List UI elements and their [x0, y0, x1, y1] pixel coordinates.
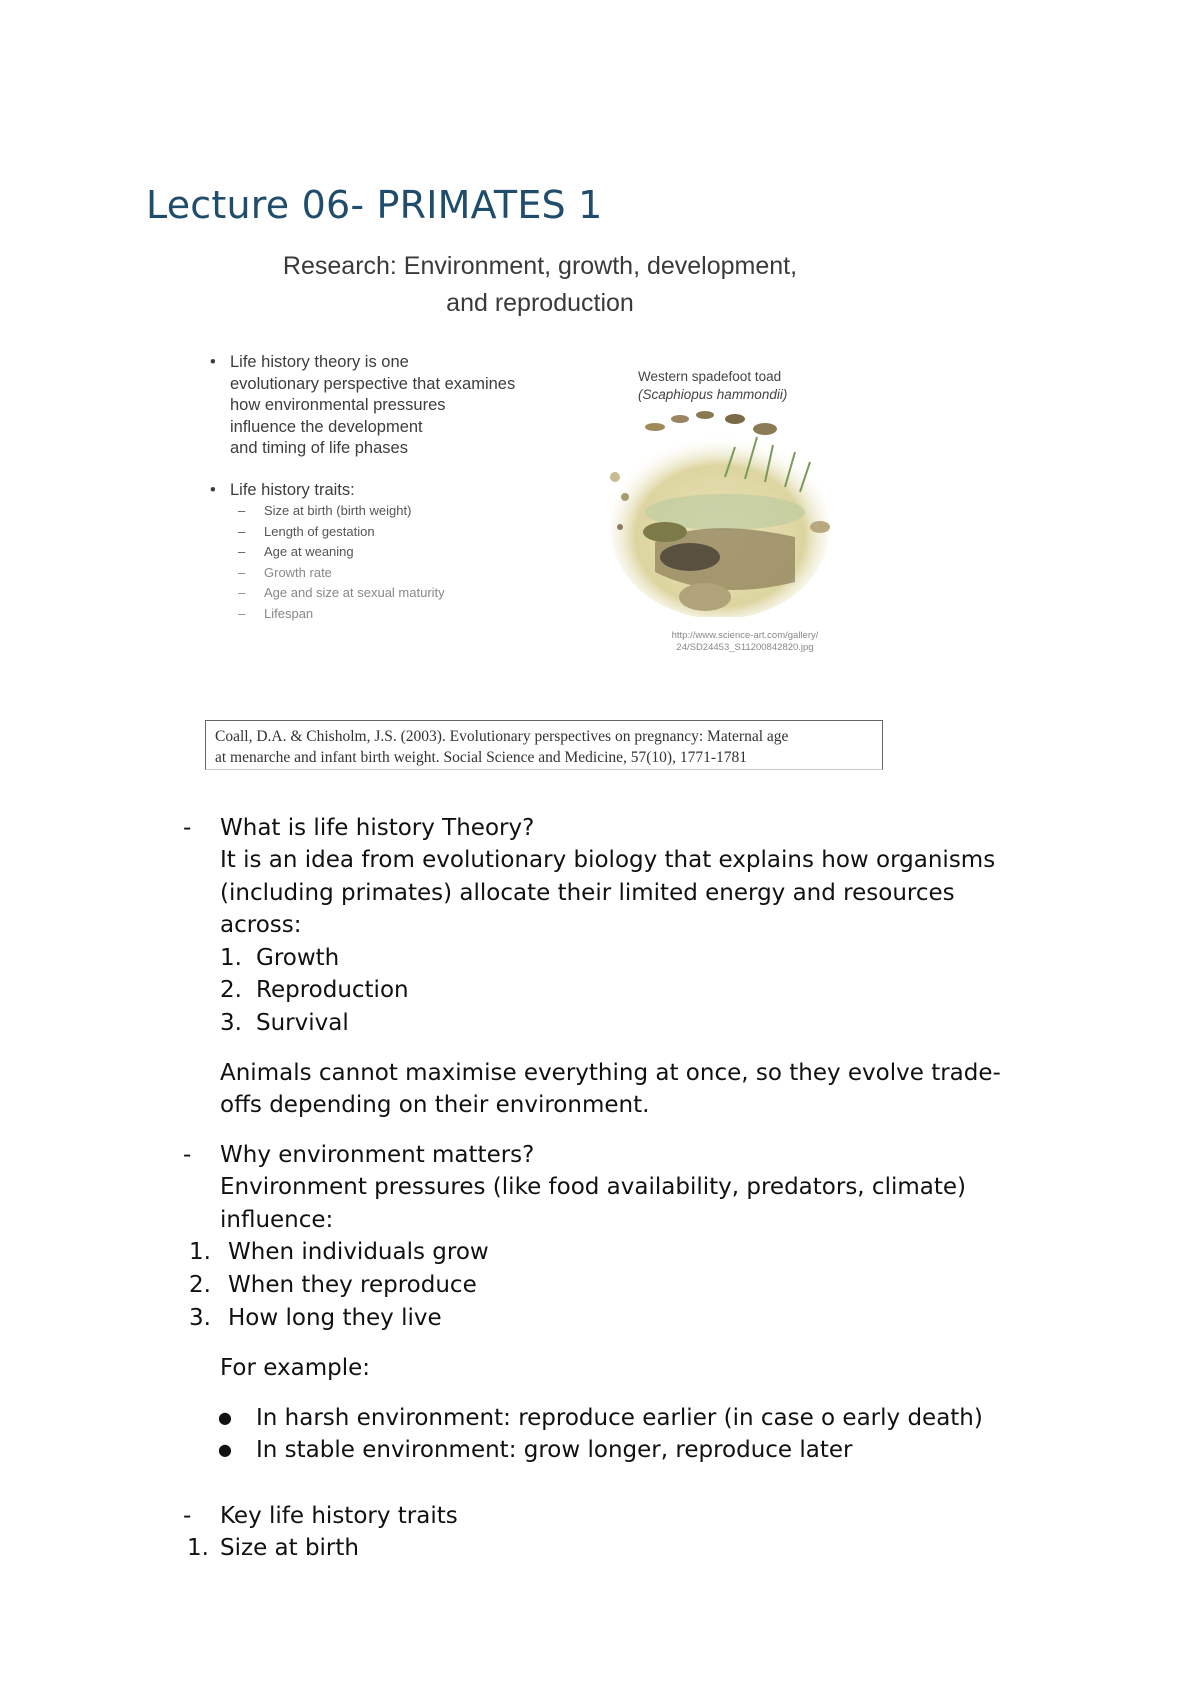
figure-caption-title: Western spadefoot toad	[638, 369, 782, 384]
paragraph-line: across:	[220, 912, 302, 938]
list-number: 1.	[220, 945, 242, 971]
slide-bullet-line: Life history theory is one	[230, 353, 409, 371]
slide-bullet-line: influence the development	[230, 417, 423, 436]
paragraph-line: Animals cannot maximise everything at once, so they evolve trade-	[220, 1060, 1001, 1086]
section-question: Why environment matters?	[220, 1142, 535, 1168]
citation-line: Coall, D.A. & Chisholm, J.S. (2003). Evolutionary perspectives on pregnancy: Maternal age	[215, 728, 789, 745]
trait-item: – Size at birth (birth weight)	[238, 503, 412, 518]
bullet-dot-icon: •	[210, 480, 216, 499]
paragraph-line: Environment pressures (like food availability, predators, climate)	[220, 1174, 966, 1200]
figure-url	[650, 630, 840, 654]
slide-title	[250, 248, 830, 322]
example-label: For example:	[220, 1355, 370, 1381]
slide-bullet-line: Life history traits:	[230, 480, 355, 499]
section-question: Key life history traits	[220, 1503, 458, 1529]
list-item: When they reproduce	[228, 1272, 477, 1298]
slide-title-line: and reproduction	[446, 289, 634, 317]
paragraph-line: (including primates) allocate their limited energy and resources	[220, 880, 955, 906]
toad-lifecycle-illustration	[595, 407, 835, 617]
trait-item: – Length of gestation	[238, 523, 375, 539]
citation-line: at menarche and infant birth weight. Social Science and Medicine, 57(10), 1771-1781	[215, 748, 748, 766]
list-item: How long they live	[228, 1305, 442, 1331]
bullet-dot-icon: •	[210, 353, 216, 371]
list-item: Size at birth	[220, 1535, 359, 1561]
trait-item: – Lifespan	[238, 605, 314, 621]
list-item: Survival	[256, 1010, 349, 1036]
slide-image	[190, 242, 890, 662]
section-question: What is life history Theory?	[220, 815, 535, 841]
list-number: 2.	[220, 977, 242, 1003]
slide-bullet	[200, 480, 560, 502]
list-item: Growth	[256, 945, 340, 971]
list-number: 2.	[189, 1272, 211, 1298]
slide-bullet	[200, 352, 560, 460]
slide-bullets	[200, 352, 560, 624]
list-number: 1.	[189, 1239, 211, 1265]
example-item: In stable environment: grow longer, reproduce later	[256, 1437, 853, 1463]
example-item: In harsh environment: reproduce earlier (in case o early death)	[256, 1405, 983, 1431]
list-dash-icon: -	[183, 1142, 192, 1168]
list-item: Reproduction	[256, 977, 409, 1003]
list-dash-icon: -	[183, 1503, 192, 1529]
bullet-dot-icon: ●	[218, 1408, 232, 1427]
citation-box	[205, 720, 883, 770]
figure-caption	[638, 368, 858, 404]
page-title: Lecture 06- PRIMATES 1	[146, 183, 603, 227]
list-number: 3.	[189, 1305, 211, 1331]
figure-caption-species: (Scaphiopus hammondii)	[638, 387, 788, 402]
trait-item: – Age at weaning	[238, 544, 354, 559]
trait-item: – Age and size at sexual maturity	[238, 585, 445, 600]
list-number: 1.	[187, 1535, 209, 1561]
trait-item: – Growth rate	[238, 564, 332, 580]
figure-url-line: 24/SD24453_S11200842820.jpg	[676, 642, 814, 653]
slide-bullet-line: and timing of life phases	[230, 439, 408, 457]
figure-url-line: http://www.science-art.com/gallery/	[671, 630, 819, 641]
paragraph-line: offs depending on their environment.	[220, 1092, 650, 1118]
slide-bullet-line: evolutionary perspective that examines	[230, 374, 516, 393]
list-number: 3.	[220, 1010, 242, 1036]
paragraph-line: It is an idea from evolutionary biology that explains how organisms	[220, 847, 996, 873]
paragraph-line: influence:	[220, 1207, 334, 1233]
slide-title-line: Research: Environment, growth, development,	[282, 252, 798, 280]
bullet-dot-icon: ●	[218, 1440, 232, 1459]
list-dash-icon: -	[183, 815, 192, 841]
slide-bullet-line: how environmental pressures	[230, 396, 446, 414]
list-item: When individuals grow	[228, 1239, 489, 1265]
